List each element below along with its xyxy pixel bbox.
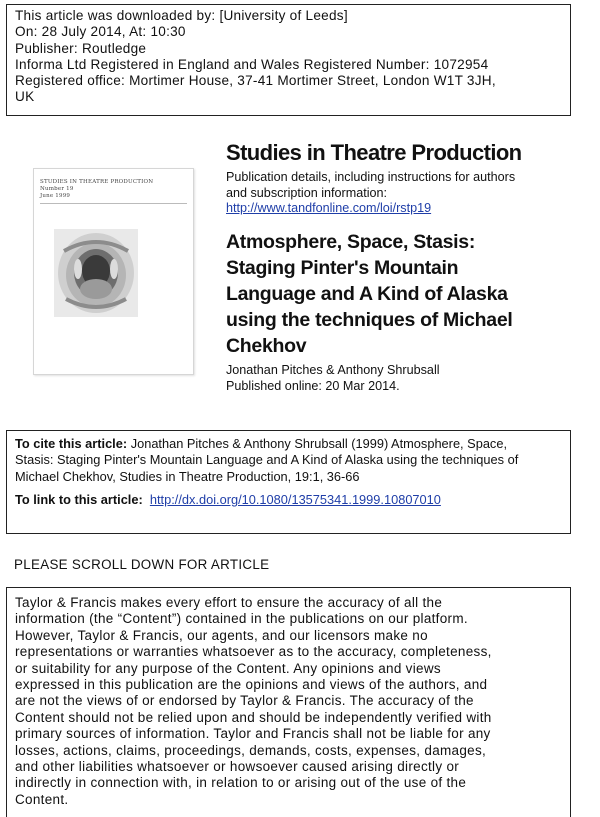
download-info-box <box>6 4 571 116</box>
publication-details-line: and subscription information: <box>226 185 388 200</box>
download-info-line: This article was downloaded by: [University of Leeds] <box>15 8 348 23</box>
authors: Jonathan Pitches & Anthony Shrubsall <box>226 363 440 377</box>
download-info-line: Publisher: Routledge <box>15 40 147 56</box>
citation-box <box>6 430 571 534</box>
disclaimer-line: representations or warranties whatsoever as to the accuracy, completeness, <box>15 644 492 660</box>
download-info-line: Registered office: Mortimer House, 37-41 Mortimer Street, London W1T 3JH, <box>15 73 496 89</box>
article-title-line: Chekhov <box>226 335 307 357</box>
disclaimer-line: losses, actions, claims, proceedings, demands, costs, expenses, damages, <box>15 742 487 758</box>
disclaimer-line: Content. <box>15 791 69 807</box>
disclaimer-line: information (the “Content”) contained in the publications on our platform. <box>15 611 468 627</box>
cover-header <box>40 179 153 200</box>
article-title-line: Staging Pinter's Mountain <box>226 257 459 279</box>
citation-line: Stasis: Staging Pinter's Mountain Language and A Kind of Alaska using the techniques of <box>15 452 519 468</box>
cover-line: June 1999 <box>40 193 71 199</box>
journal-cover-image <box>33 168 194 375</box>
disclaimer-line: indirectly in connection with, in relation to or arising out of the use of the <box>15 775 467 791</box>
citation-text: Jonathan Pitches & Anthony Shrubsall (1999) Atmosphere, Space, <box>130 436 508 451</box>
article-title <box>226 229 586 359</box>
cover-line: STUDIES IN THEATRE PRODUCTION <box>40 179 154 185</box>
scroll-notice: PLEASE SCROLL DOWN FOR ARTICLE <box>14 557 270 572</box>
link-row <box>15 492 562 508</box>
cover-divider <box>40 203 187 204</box>
disclaimer-line: are not the views of or endorsed by Taylor & Francis. The accuracy of the <box>15 693 474 709</box>
link-label: To link to this article: <box>15 492 143 508</box>
disclaimer-line: expressed in this publication are the opinions and views of the authors, and <box>15 677 488 693</box>
cover-illustration <box>54 229 138 317</box>
journal-title: Studies in Theatre Production <box>226 140 522 165</box>
download-info-line: Informa Ltd Registered in England and Wales Registered Number: 1072954 <box>15 56 489 72</box>
disclaimer-line: or suitability for any purpose of the Content. Any opinions and views <box>15 660 441 676</box>
publication-details <box>226 170 586 217</box>
article-title-line: Atmosphere, Space, Stasis: <box>226 231 476 253</box>
published-date: Published online: 20 Mar 2014. <box>226 378 400 393</box>
cover-line: Number 19 <box>40 186 74 192</box>
disclaimer-line: Taylor & Francis makes every effort to ensure the accuracy of all the <box>15 595 443 610</box>
publication-details-line: Publication details, including instructions for authors <box>226 170 516 184</box>
article-meta <box>226 363 586 394</box>
citation-label: To cite this article: <box>15 436 128 451</box>
doi-link[interactable]: http://dx.doi.org/10.1080/13575341.1999.10807010 <box>149 492 441 508</box>
journal-url-link[interactable]: http://www.tandfonline.com/loi/rstp19 <box>226 201 432 215</box>
disclaimer-box <box>6 587 571 817</box>
download-info-line: On: 28 July 2014, At: 10:30 <box>15 24 186 40</box>
citation-line: Michael Chekhov, Studies in Theatre Production, 19:1, 36-66 <box>15 468 360 484</box>
disclaimer-line: However, Taylor & Francis, our agents, and our licensors make no <box>15 627 428 643</box>
download-info-line: UK <box>15 89 35 105</box>
citation-first-line <box>15 436 562 452</box>
disclaimer-line: and other liabilities whatsoever or howsoever caused arising directly or <box>15 759 460 775</box>
article-title-line: using the techniques of Michael <box>226 309 513 331</box>
article-title-line: Language and A Kind of Alaska <box>226 283 508 305</box>
disclaimer-line: primary sources of information. Taylor and Francis shall not be liable for any <box>15 726 491 742</box>
disclaimer-line: Content should not be relied upon and should be independently verified with <box>15 709 492 725</box>
